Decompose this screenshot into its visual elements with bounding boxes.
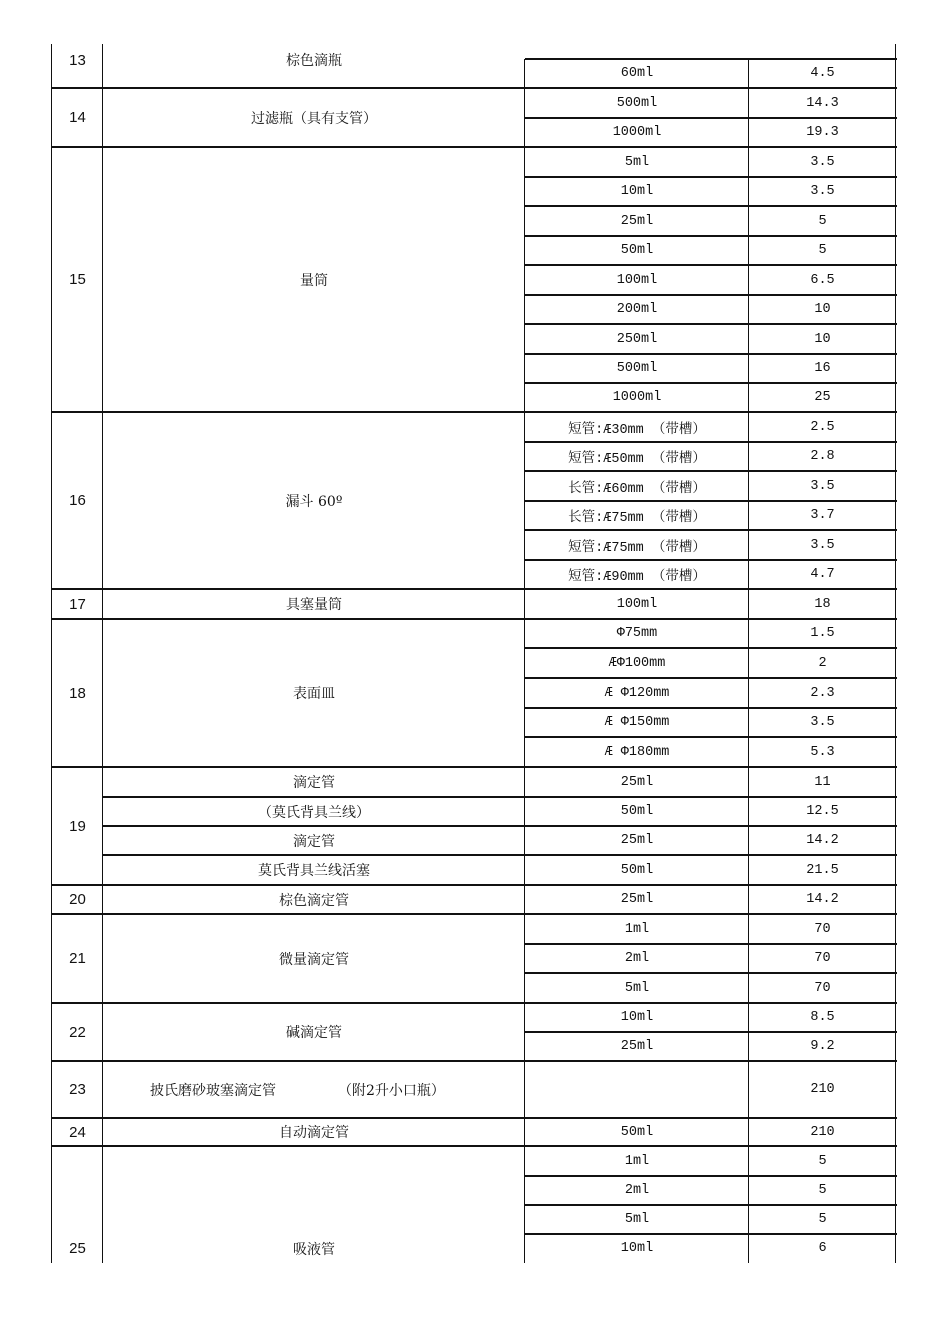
price-cell: 11 <box>814 774 831 790</box>
price-cell: 14.3 <box>806 95 839 111</box>
item-number: 23 <box>69 1081 86 1098</box>
spec-cell: 25ml <box>620 774 654 790</box>
spec-cell: 200ml <box>616 302 658 317</box>
spec-cell: 10ml <box>620 1010 654 1025</box>
price-cell: 70 <box>814 921 831 937</box>
spec-cell: Æ Φ120mm <box>604 685 670 701</box>
spec-cell: 2ml <box>624 1183 650 1198</box>
price-cell: 210 <box>810 1082 835 1097</box>
item-number: 22 <box>69 1023 86 1041</box>
spec-cell: ÆΦ100mm <box>608 655 666 671</box>
spec-cell: 250ml <box>616 331 658 347</box>
price-cell: 19.3 <box>806 125 839 140</box>
item-number: 19 <box>69 817 86 835</box>
item-number: 18 <box>69 684 86 702</box>
price-cell: 3.5 <box>810 478 835 494</box>
spec-cell: 50ml <box>620 243 654 258</box>
item-number: 24 <box>69 1123 86 1141</box>
spec-cell: Æ Φ180mm <box>604 744 670 760</box>
item-number: 21 <box>69 950 86 967</box>
price-cell: 5 <box>818 243 827 258</box>
item-number: 17 <box>69 595 86 613</box>
price-cell: 25 <box>814 390 831 405</box>
item-name: 过滤瓶（具有支管） <box>251 110 377 127</box>
item-name: 碱滴定管 <box>286 1025 342 1041</box>
spec-cell: 50ml <box>620 862 654 878</box>
price-cell: 6 <box>818 1241 827 1256</box>
spec-cell: 5ml <box>624 154 650 170</box>
item-name: 滴定管 <box>293 833 335 850</box>
item-name: 自动滴定管 <box>279 1125 349 1141</box>
spec-cell: 100ml <box>616 272 658 288</box>
spec-cell <box>525 1061 749 1118</box>
item-name: 具塞量筒 <box>286 597 342 613</box>
spec-cell: Æ Φ150mm <box>604 715 670 730</box>
price-cell: 2.3 <box>810 685 835 701</box>
price-cell: 3.5 <box>810 154 835 170</box>
item-number: 20 <box>69 891 86 908</box>
spec-cell: 10ml <box>620 184 654 199</box>
spec-cell: 500ml <box>616 95 658 111</box>
item-name-note: （附2升小口瓶） <box>338 1082 445 1099</box>
item-name: 表面皿 <box>293 686 335 702</box>
item-number: 14 <box>69 109 86 126</box>
price-cell: 5 <box>818 1183 827 1198</box>
price-cell: 8.5 <box>810 1010 835 1025</box>
spec-cell: 100ml <box>616 596 658 612</box>
price-cell: 9.2 <box>810 1039 835 1054</box>
spec-cell: 1000ml <box>612 125 662 140</box>
price-cell: 12.5 <box>806 804 839 819</box>
item-name: 棕色滴瓶 <box>286 52 342 69</box>
price-cell: 5.3 <box>810 744 835 760</box>
price-cell: 2.8 <box>810 449 835 464</box>
price-cell: 4.7 <box>810 567 835 582</box>
price-cell: 2 <box>818 655 827 671</box>
price-cell: 14.2 <box>806 833 839 848</box>
price-cell: 3.5 <box>810 715 835 730</box>
price-cell: 5 <box>818 213 827 229</box>
price-cell: 1.5 <box>810 626 835 641</box>
item-name: 吸液管 <box>293 1241 335 1258</box>
price-cell: 5 <box>818 1153 827 1169</box>
spec-cell: 60ml <box>620 66 654 81</box>
spec-cell: 2ml <box>624 951 650 966</box>
item-number: 15 <box>69 271 86 288</box>
spec-cell: 1ml <box>624 921 650 937</box>
spec-cell: 1000ml <box>612 390 662 405</box>
spec-cell: 25ml <box>620 213 654 229</box>
item-name: 量筒 <box>300 272 328 289</box>
item-number: 16 <box>69 492 86 509</box>
spec-cell: 短管:Æ30mm （带槽） <box>568 422 706 438</box>
spec-cell: 5ml <box>624 980 650 996</box>
spec-cell: Φ75mm <box>616 626 658 641</box>
price-cell: 18 <box>814 596 831 612</box>
spec-cell: 25ml <box>620 1039 654 1054</box>
price-cell: 21.5 <box>806 862 839 878</box>
price-cell: 210 <box>810 1124 835 1140</box>
price-cell: 10 <box>814 331 831 347</box>
price-cell: 16 <box>814 361 831 376</box>
price-cell: 70 <box>814 980 831 996</box>
spec-cell: 25ml <box>620 892 654 907</box>
spec-cell: 5ml <box>624 1212 650 1227</box>
price-cell: 10 <box>814 302 831 317</box>
spec-cell: 25ml <box>620 833 654 848</box>
item-name: 漏斗 60º <box>285 493 343 510</box>
item-name: 滴定管 <box>293 775 335 791</box>
price-cell: 3.5 <box>810 184 835 199</box>
item-name <box>103 1061 525 1118</box>
price-cell: 2.5 <box>810 419 835 435</box>
spec-cell: 1ml <box>624 1153 650 1169</box>
item-number: 13 <box>69 52 86 69</box>
price-cell: 70 <box>814 951 831 966</box>
spec-cell: 短管:Æ90mm （带槽） <box>568 570 706 585</box>
item-name: （莫氏背具兰线） <box>258 804 370 821</box>
price-cell: 6.5 <box>810 272 835 288</box>
item-name: 莫氏背具兰线活塞 <box>258 863 370 879</box>
spec-cell: 50ml <box>620 804 654 819</box>
spec-cell: 短管:Æ50mm （带槽） <box>568 452 706 467</box>
spec-cell: 长管:Æ75mm （带槽） <box>568 511 706 526</box>
item-number: 25 <box>69 1240 86 1257</box>
spec-cell: 10ml <box>620 1241 654 1256</box>
item-name-main: 披氏磨砂玻塞滴定管 <box>150 1082 276 1099</box>
spec-cell: 500ml <box>616 361 658 376</box>
price-cell: 3.5 <box>810 537 835 553</box>
item-name: 棕色滴定管 <box>279 892 349 909</box>
spec-cell: 短管:Æ75mm （带槽） <box>568 540 706 556</box>
item-name: 微量滴定管 <box>279 951 349 968</box>
price-cell: 4.5 <box>810 66 835 81</box>
price-cell: 14.2 <box>806 892 839 907</box>
price-cell: 5 <box>818 1212 827 1227</box>
price-cell: 3.7 <box>810 508 835 523</box>
spec-cell: 50ml <box>620 1124 654 1140</box>
spec-cell: 长管:Æ60mm （带槽） <box>568 481 706 497</box>
